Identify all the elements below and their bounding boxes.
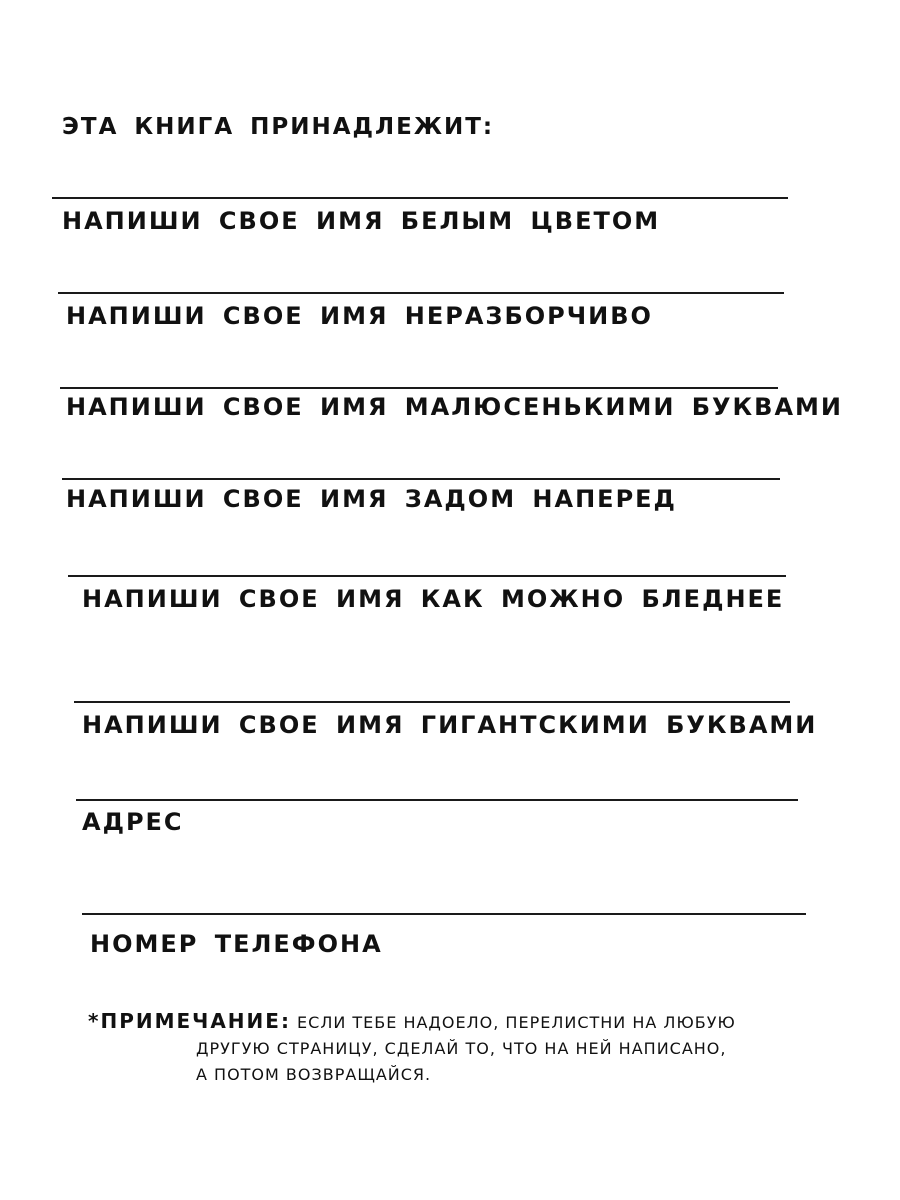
field-label-illegible: НАПИШИ СВОЕ ИМЯ НЕРАЗБОРЧИВО <box>66 302 653 330</box>
note-line-1 <box>88 1008 808 1036</box>
name-white-input[interactable] <box>58 255 784 291</box>
note-block <box>88 1008 808 1088</box>
name-backwards-line <box>68 575 786 577</box>
name-white-line <box>58 292 784 294</box>
name-illegible-line <box>60 387 778 389</box>
name-pale-line <box>74 701 790 703</box>
note-line-2: ДРУГУЮ СТРАНИЦУ, СДЕЛАЙ ТО, ЧТО НА НЕЙ НАПИСАНО, <box>196 1039 727 1058</box>
field-label-white: НАПИШИ СВОЕ ИМЯ БЕЛЫМ ЦВЕТОМ <box>62 207 661 235</box>
name-pale-input[interactable] <box>74 664 790 700</box>
name-giant-line <box>76 799 798 801</box>
field-label-address: АДРЕС <box>82 808 184 836</box>
name-giant-input[interactable] <box>76 762 798 798</box>
field-label-phone: НОМЕР ТЕЛЕФОНА <box>90 930 383 958</box>
address-input[interactable] <box>82 876 806 912</box>
name-illegible-input[interactable] <box>60 350 778 386</box>
name-tiny-line <box>62 478 780 480</box>
note-text-1: ЕСЛИ ТЕБЕ НАДОЕЛО, ПЕРЕЛИСТНИ НА ЛЮБУЮ <box>297 1013 736 1032</box>
owner-name-input[interactable] <box>52 160 788 196</box>
note-marker: *ПРИМЕЧАНИЕ: <box>88 1009 291 1033</box>
note-line-3: А ПОТОМ ВОЗВРАЩАЙСЯ. <box>196 1065 432 1084</box>
address-line <box>82 913 806 915</box>
owner-name-line <box>52 197 788 199</box>
name-tiny-input[interactable] <box>62 441 780 477</box>
field-label-pale: НАПИШИ СВОЕ ИМЯ КАК МОЖНО БЛЕДНЕЕ <box>82 585 785 613</box>
field-label-tiny: НАПИШИ СВОЕ ИМЯ МАЛЮСЕНЬКИМИ БУКВАМИ <box>66 393 844 421</box>
field-label-giant: НАПИШИ СВОЕ ИМЯ ГИГАНТСКИМИ БУКВАМИ <box>82 711 818 739</box>
owner-heading: ЭТА КНИГА ПРИНАДЛЕЖИТ: <box>62 114 495 140</box>
field-label-backwards: НАПИШИ СВОЕ ИМЯ ЗАДОМ НАПЕРЕД <box>66 485 677 513</box>
name-backwards-input[interactable] <box>68 538 786 574</box>
